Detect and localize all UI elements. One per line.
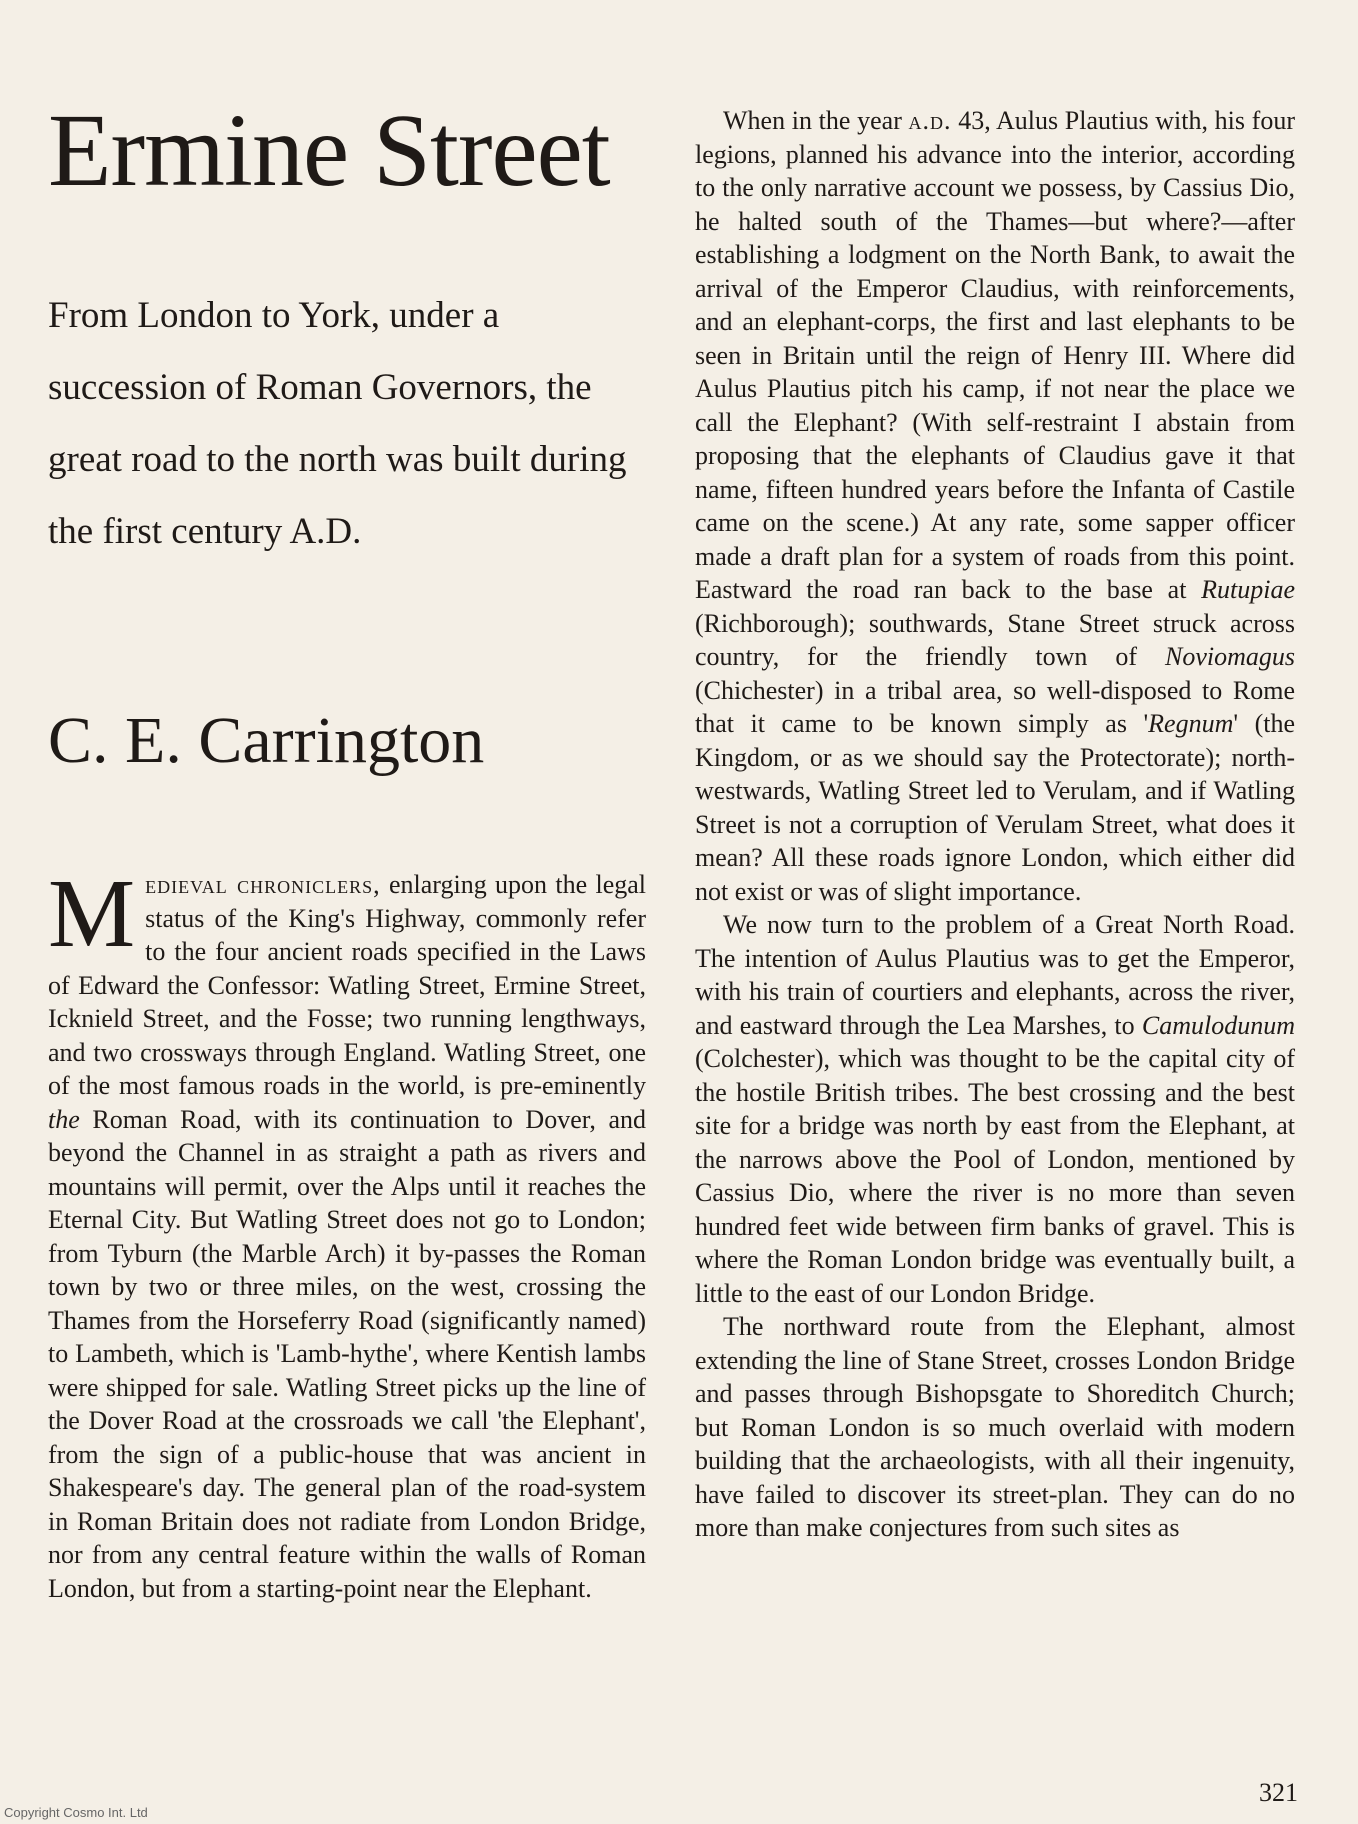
right-p2-emphasis: Camulodunum (1141, 1010, 1295, 1040)
page-number: 321 (1259, 1778, 1298, 1807)
right-paragraph-1 (695, 104, 1295, 908)
article-title: Ermine Street (48, 93, 610, 208)
left-p1-emphasis: the (48, 1104, 80, 1134)
left-column (48, 860, 647, 1605)
right-p1-text-b: 43, Aulus Plautius with, his four legions, planned his advance into the interior, according to the only narrative account we possess, by Cassius Dio, he halted south of the Thames—but where?—after establishing a lodgment on the North Bank, to await the arrival of the Emperor Claudius, with reinforcements, and an elephant-corps, the first and last elephants to be seen in Britain until the reign of Henry III. Where did Aulus Plautius pitch his camp, if not near the place we call the Elephant? (With self-restraint I abstain from proposing that the elephants of Claudius gave it that name, fifteen hundred years before the Infanta of Castile came on the scene.) At any rate, some sapper officer made a draft plan for a system of roads from this point. Eastward the road ran back to the base at (695, 106, 1295, 604)
right-p1-emphasis-3: Regnum (1148, 709, 1234, 738)
article-author: C. E. Carrington (48, 704, 485, 777)
right-p1-emphasis-1: Rutupiae (1201, 575, 1295, 604)
opening-small-caps: edieval chroniclers, (145, 870, 381, 899)
right-paragraph-2 (695, 908, 1295, 1310)
right-p1-text-d: (Chichester) in a tribal area, so well-disposed to Rome that it came to be known simply as ' (695, 675, 1295, 738)
copyright-notice: Copyright Cosmo Int. Ltd (4, 1805, 148, 1820)
left-paragraph-1 (48, 860, 647, 1605)
left-p1-text-b: Roman Road, with its continuation to Dover, and beyond the Channel in as straight a path as rivers and mountains will permit, over the Alps until it reaches the Eternal City. But Watling Street does not go to London; from Tyburn (the Marble Arch) it by-passes the Roman town by two or three miles, on the west, crossing the Thames from the Horseferry Road (significantly named) to Lambeth, which is 'Lamb-hythe', where Kentish lambs were shipped for sale. Watling Street picks up the line of the Dover Road at the crossroads we call 'the Elephant', from the sign of a public-house that was ancient in Shakespeare's day. The general plan of the road-system in Roman Britain does not radiate from London Bridge, nor from any central feature within the walls of Roman London, but from a starting-point near the Elephant. (48, 1104, 646, 1603)
drop-cap: M (48, 860, 136, 968)
right-p2-text-a: We now turn to the problem of a Great North Road. The intention of Aulus Plautius was to get the Emperor, with his train of courtiers and elephants, across the river, and eastward through the Lea Marshes, to (695, 910, 1295, 1040)
right-paragraph-3: The northward route from the Elephant, almost extending the line of Stane Street, crosses London Bridge and passes through Bishopsgate to Shoreditch Church; but Roman London is so much overlaid with modern building that the archaeologists, with all their ingenuity, have failed to discover its street-plan. They can do no more than make conjectures from such sites as (695, 1312, 1295, 1542)
article-subtitle: From London to York, under a succession of Roman Governors, the great road to the north was built during the first century A.D. (48, 295, 627, 552)
right-p2-text-b: (Colchester), which was thought to be the capital city of the hostile British tribes. The best crossing and the best site for a bridge was north by east from the Elephant, at the narrows above the Pool of London, mentioned by Cassius Dio, where the river is no more than seven hundred feet wide between firm banks of gravel. This is where the Roman London bridge was eventually built, a little to the east of our London Bridge. (695, 1044, 1295, 1308)
right-p1-small-caps: a.d. (908, 106, 952, 135)
right-column (695, 104, 1295, 1545)
right-p1-emphasis-2: Noviomagus (1165, 642, 1295, 671)
left-p1-text-a: enlarging upon the legal status of the King's Highway, commonly refer to the four ancient roads specified in the Laws of Edward the Confessor: Watling Street, Ermine Street, Icknield Street, and the Fosse; two running lengthways, and two crossways through England. Watling Street, one of the most famous roads in the world, is pre-eminently (48, 870, 647, 1100)
right-p1-text-c: (Richborough); southwards, Stane Street struck across country, for the friendly town of (695, 608, 1295, 671)
right-p1-text-a: When in the year (723, 106, 909, 135)
right-p1-text-e: ' (the Kingdom, or as we should say the Protectorate); north-westwards, Watling Street led to Verulam, and if Watling Street is not a corruption of Verulam Street, what does it mean? All these roads ignore London, which either did not exist or was of slight importance. (695, 709, 1296, 906)
